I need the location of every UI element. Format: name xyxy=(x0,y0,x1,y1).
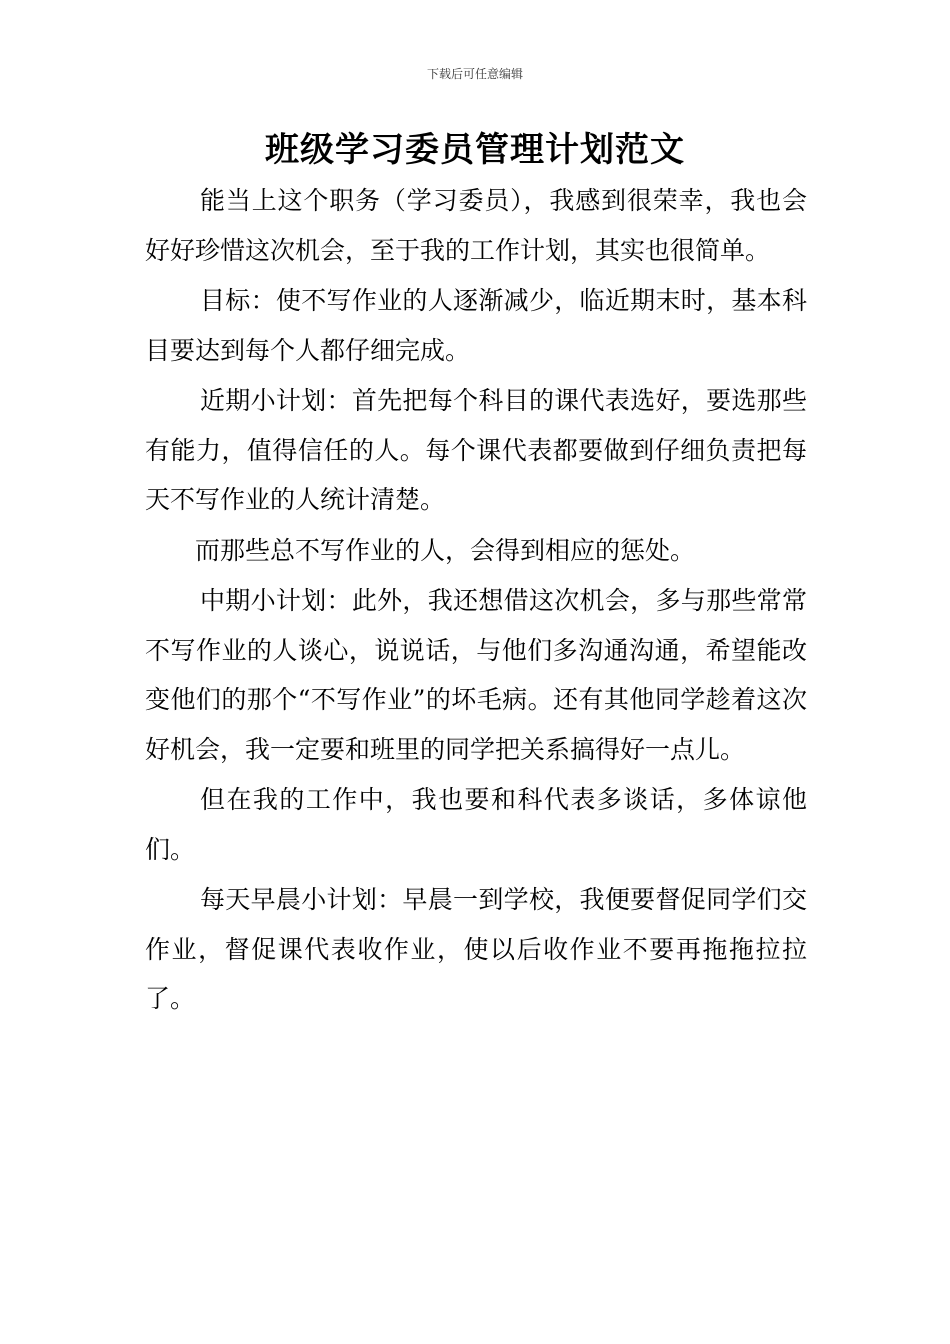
paragraph-morning-plan: 每天早晨小计划：早晨一到学校，我便要督促同学们交作业，督促课代表收作业，使以后收作业不要再拖拖拉拉了。 xyxy=(145,885,807,1013)
paragraph-short-term-plan: 近期小计划：首先把每个科目的课代表选好，要选那些有能力，值得信任的人。每个课代表都要做到仔细负责把每天不写作业的人统计清楚。 xyxy=(145,386,807,514)
header-note: 下载后可任意编辑 xyxy=(426,67,523,81)
paragraph-intro: 能当上这个职务（学习委员），我感到很荣幸，我也会好好珍惜这次机会，至于我的工作计划，其实也很简单。 xyxy=(145,186,807,265)
paragraph-penalty: 而那些总不写作业的人，会得到相应的惩处。 xyxy=(195,535,696,565)
document-title: 班级学习委员管理计划范文 xyxy=(265,130,685,170)
paragraph-mid-term-plan: 中期小计划：此外，我还想借这次机会，多与那些常常不写作业的人谈心，说说话，与他们多沟通沟通，希望能改变他们的那个“不写作业”的坏毛病。还有其他同学趁着这次好机会，我一定要和班里的同学把关系搞得好一点儿。 xyxy=(145,586,807,764)
document-body xyxy=(145,176,807,1025)
paragraph-work-note: 但在我的工作中，我也要和科代表多谈话，多体谅他们。 xyxy=(145,785,807,864)
paragraph-goal: 目标：使不写作业的人逐渐减少，临近期末时，基本科目要达到每个人都仔细完成。 xyxy=(145,286,807,365)
